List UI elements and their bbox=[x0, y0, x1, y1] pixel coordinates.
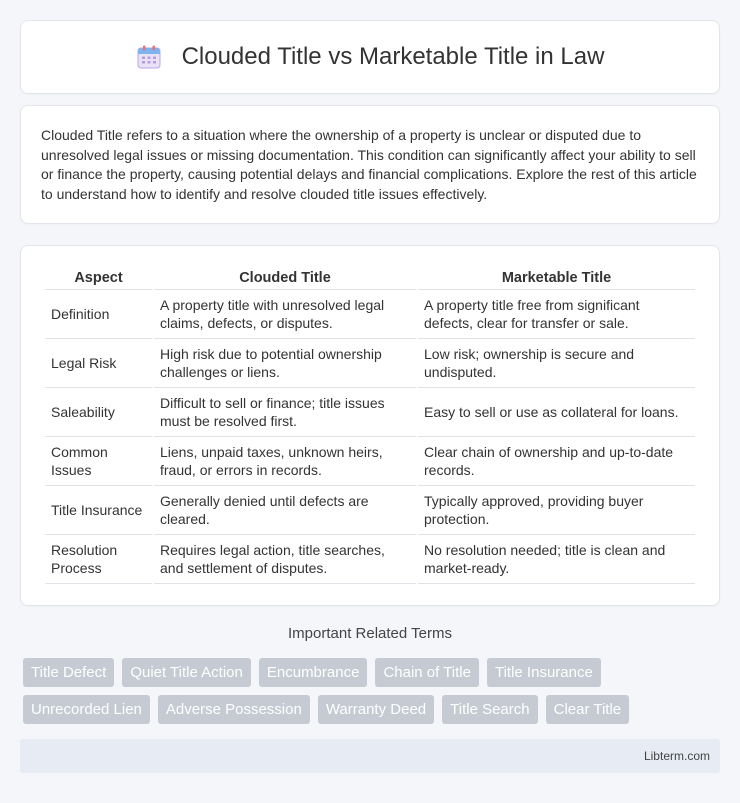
cell-clouded: High risk due to potential ownership challenges or liens. bbox=[154, 339, 416, 388]
header-aspect: Aspect bbox=[45, 266, 152, 290]
comparison-table-card bbox=[20, 245, 720, 606]
tag-adverse-possession[interactable]: Adverse Possession bbox=[158, 695, 310, 724]
tag-clear-title[interactable]: Clear Title bbox=[546, 695, 630, 724]
page-title: Clouded Title vs Marketable Title in Law bbox=[181, 43, 605, 70]
table-row bbox=[45, 339, 695, 388]
tag-chain-of-title[interactable]: Chain of Title bbox=[375, 658, 479, 687]
calendar-icon bbox=[136, 44, 162, 70]
table-header-row bbox=[45, 266, 695, 290]
header-marketable-title: Marketable Title bbox=[418, 266, 695, 290]
related-terms-heading: Important Related Terms bbox=[288, 625, 452, 642]
table-row bbox=[45, 535, 695, 584]
cell-marketable: Low risk; ownership is secure and undisputed. bbox=[418, 339, 695, 388]
cell-clouded: Requires legal action, title searches, and settlement of disputes. bbox=[154, 535, 416, 584]
cell-aspect: Title Insurance bbox=[45, 486, 152, 535]
header-clouded-title: Clouded Title bbox=[154, 266, 416, 290]
tag-encumbrance[interactable]: Encumbrance bbox=[259, 658, 368, 687]
cell-aspect: Common Issues bbox=[45, 437, 152, 486]
table-row bbox=[45, 437, 695, 486]
table-row bbox=[45, 486, 695, 535]
cell-clouded: Difficult to sell or finance; title issues must be resolved first. bbox=[154, 388, 416, 437]
cell-marketable: Typically approved, providing buyer protection. bbox=[418, 486, 695, 535]
cell-clouded: Generally denied until defects are cleared. bbox=[154, 486, 416, 535]
intro-paragraph: Clouded Title refers to a situation where the ownership of a property is unclear or disputed due to unresolved legal issues or missing documentation. This condition can significantly affect your ability to sell or finance the property, causing potential delays and financial complications. Explore the rest of this article to understand how to identify and resolve clouded title issues effectively. bbox=[41, 127, 697, 202]
cell-clouded: Liens, unpaid taxes, unknown heirs, fraud, or errors in records. bbox=[154, 437, 416, 486]
header-inner bbox=[136, 43, 605, 71]
cell-marketable: A property title free from significant defects, clear for transfer or sale. bbox=[418, 290, 695, 339]
related-terms-list bbox=[23, 658, 723, 724]
cell-aspect: Saleability bbox=[45, 388, 152, 437]
tag-unrecorded-lien[interactable]: Unrecorded Lien bbox=[23, 695, 150, 724]
tag-quiet-title-action[interactable]: Quiet Title Action bbox=[122, 658, 251, 687]
tag-title-insurance[interactable]: Title Insurance bbox=[487, 658, 601, 687]
comparison-table bbox=[43, 266, 697, 584]
cell-clouded: A property title with unresolved legal claims, defects, or disputes. bbox=[154, 290, 416, 339]
intro-card bbox=[20, 105, 720, 224]
cell-marketable: Clear chain of ownership and up-to-date records. bbox=[418, 437, 695, 486]
table-row bbox=[45, 388, 695, 437]
cell-aspect: Definition bbox=[45, 290, 152, 339]
footer-site-link[interactable]: Libterm.com bbox=[643, 749, 710, 763]
cell-aspect: Resolution Process bbox=[45, 535, 152, 584]
cell-aspect: Legal Risk bbox=[45, 339, 152, 388]
footer bbox=[20, 739, 720, 773]
cell-marketable: Easy to sell or use as collateral for loans. bbox=[418, 388, 695, 437]
cell-marketable: No resolution needed; title is clean and market-ready. bbox=[418, 535, 695, 584]
tag-title-search[interactable]: Title Search bbox=[442, 695, 537, 724]
header-card bbox=[20, 20, 720, 94]
tag-warranty-deed[interactable]: Warranty Deed bbox=[318, 695, 434, 724]
tag-title-defect[interactable]: Title Defect bbox=[23, 658, 114, 687]
table-row bbox=[45, 290, 695, 339]
